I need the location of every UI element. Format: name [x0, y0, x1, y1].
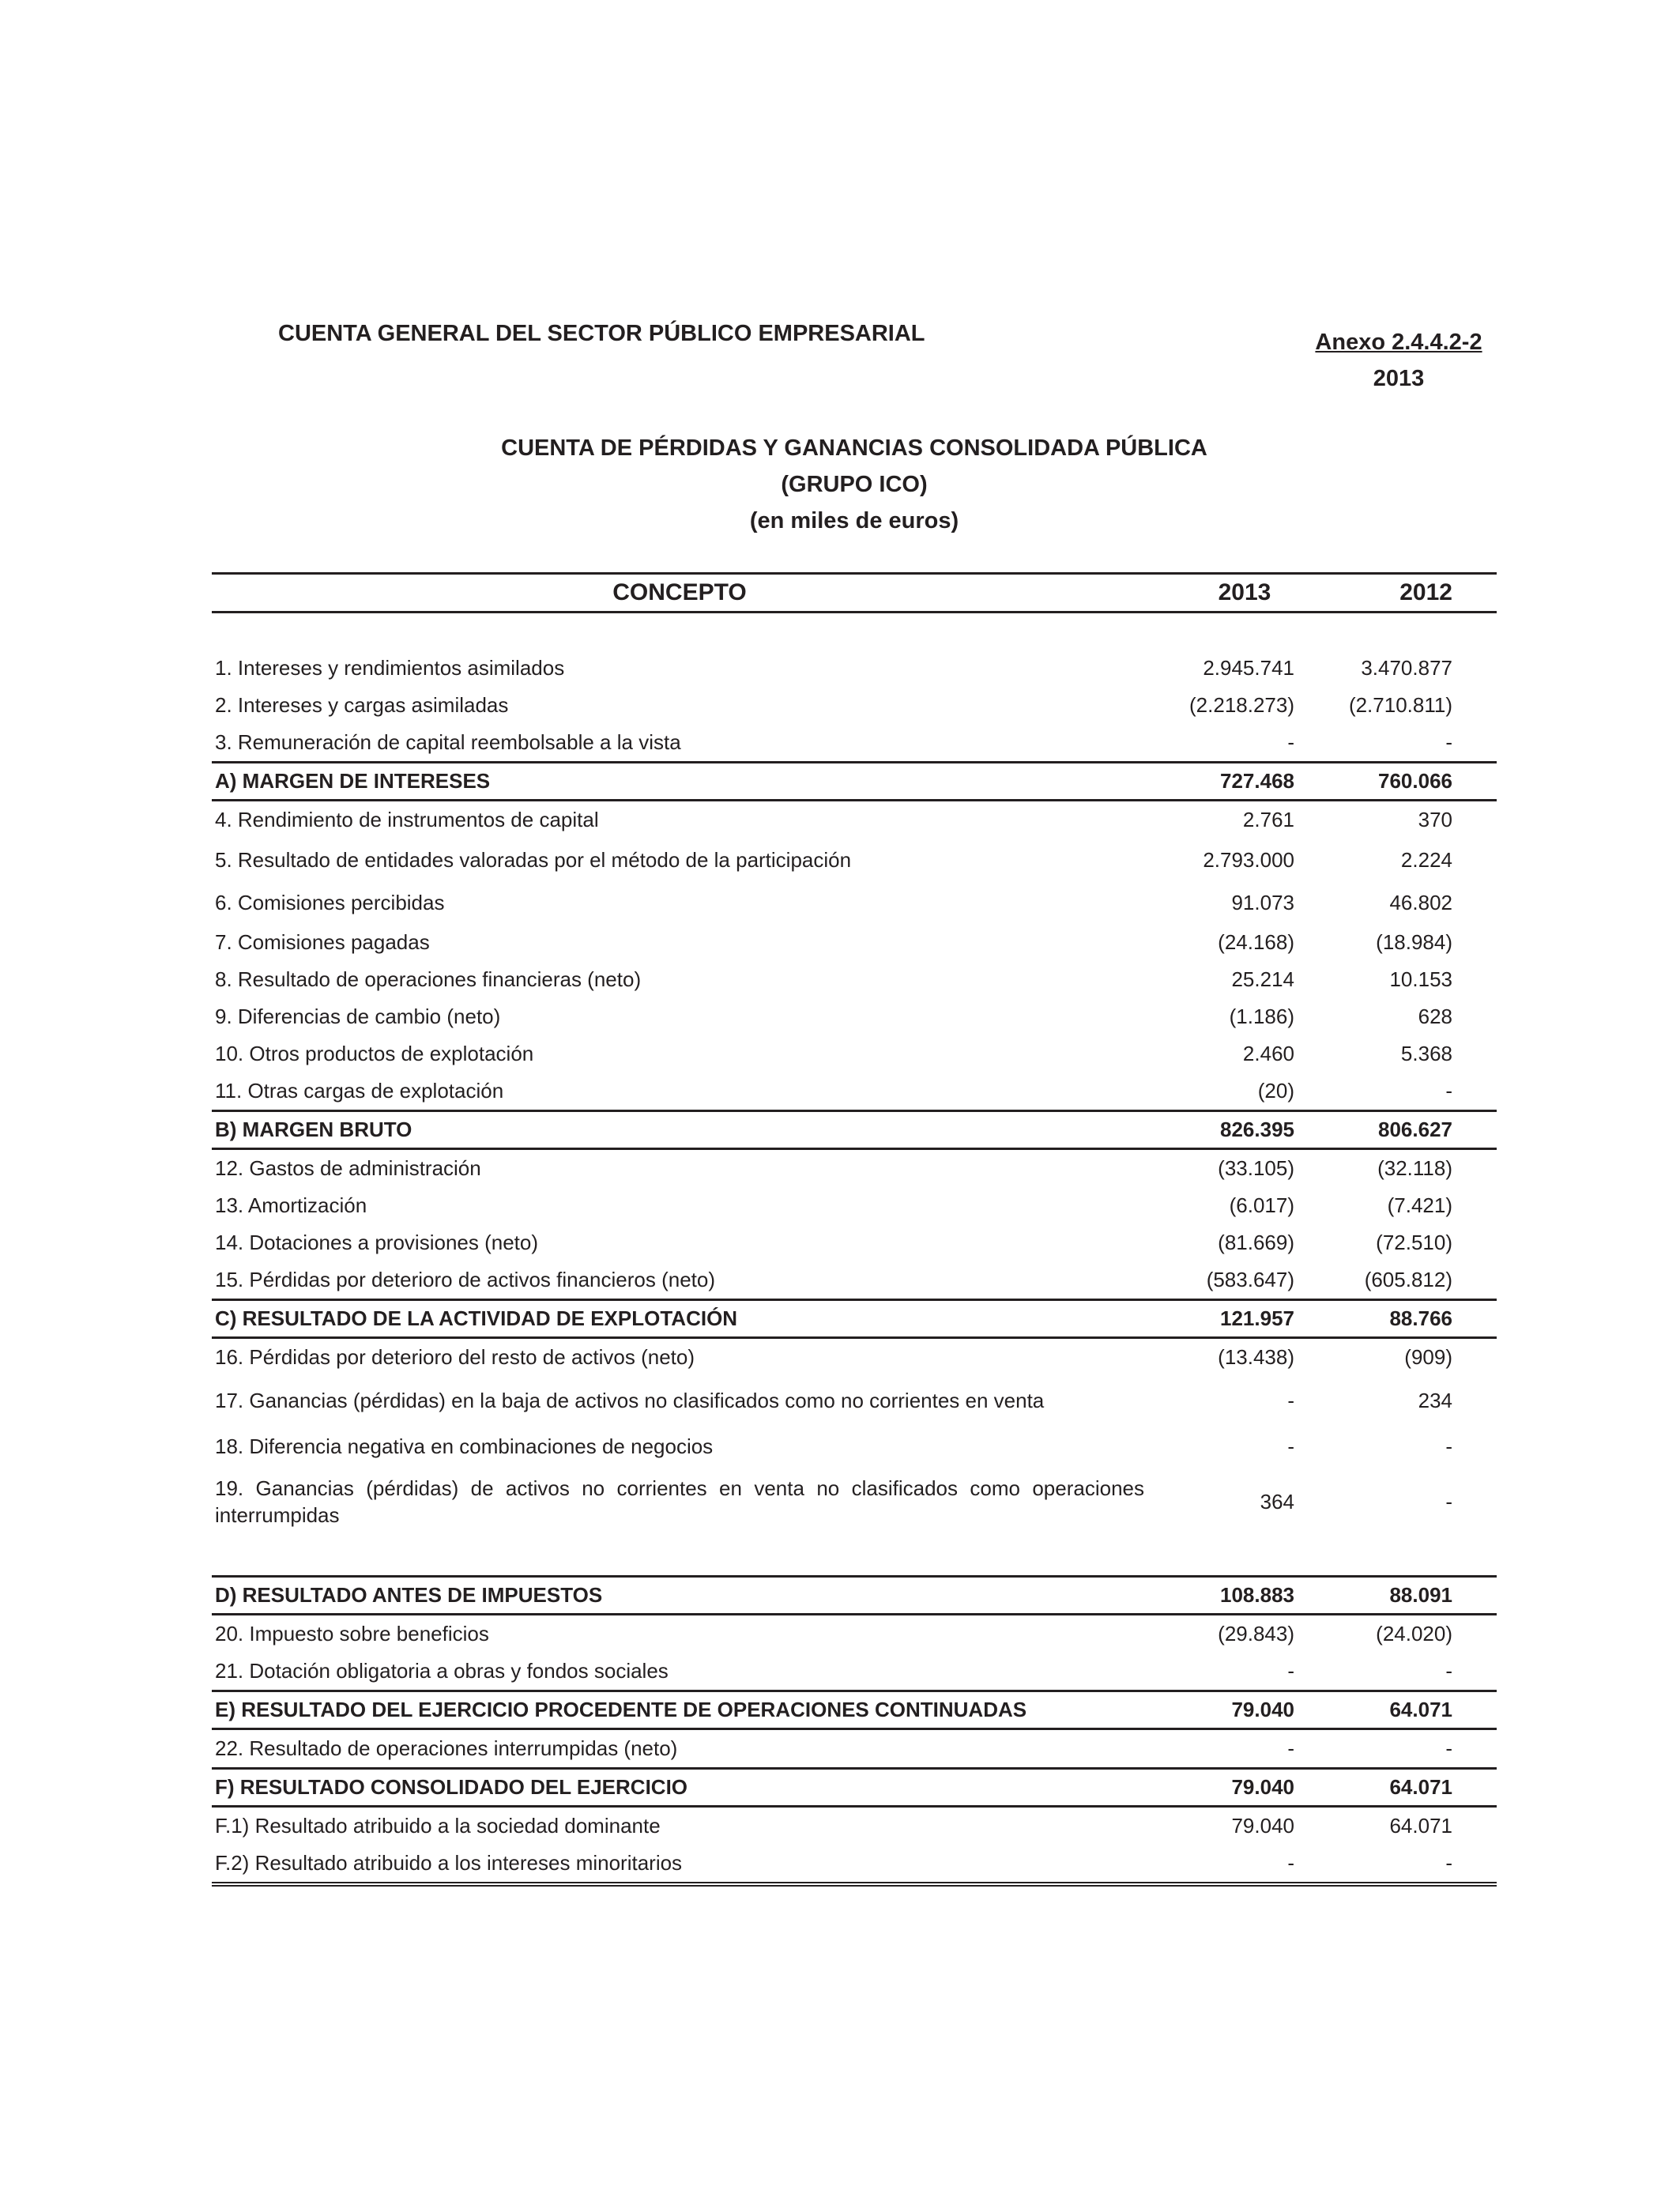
row-value-2012: -: [1445, 1490, 1452, 1514]
row-concept: 11. Otras cargas de explotación: [215, 1079, 504, 1103]
table-row: [212, 998, 1497, 1035]
annex-year: 2013: [1373, 366, 1425, 391]
table-row: [212, 1729, 1497, 1769]
row-value-2013: 826.395: [1147, 1111, 1294, 1149]
subtotal-row: [212, 1769, 1497, 1807]
row-value-2013: 2.460: [1242, 1042, 1294, 1065]
row-concept: 20. Impuesto sobre beneficios: [215, 1622, 489, 1646]
row-value-2012: -: [1294, 1845, 1497, 1884]
row-concept: F.1) Resultado atribuido a la sociedad dominante: [215, 1814, 661, 1838]
table-row: [212, 1224, 1497, 1261]
statement-units: (en miles de euros): [749, 508, 959, 533]
row-concept: 21. Dotación obligatoria a obras y fondos sociales: [215, 1659, 669, 1683]
table-row: [212, 1261, 1497, 1300]
subtotal-row: [212, 1300, 1497, 1338]
row-value-2012: 64.071: [1294, 1691, 1497, 1729]
row-value-2012: (72.510): [1376, 1231, 1452, 1254]
row-value-2013: -: [1287, 1434, 1294, 1458]
table-row: [212, 1468, 1497, 1536]
row-concept: 16. Pérdidas por deterioro del resto de activos (neto): [215, 1345, 695, 1369]
row-concept: A) MARGEN DE INTERESES: [212, 763, 1147, 801]
subtotal-row: [212, 1691, 1497, 1729]
row-concept: 12. Gastos de administración: [215, 1156, 481, 1180]
row-concept: 2. Intereses y cargas asimiladas: [215, 693, 509, 717]
row-value-2013: 364: [1260, 1490, 1294, 1514]
table-row: [212, 1035, 1497, 1072]
row-value-2012: 628: [1418, 1005, 1452, 1028]
row-concept: 14. Dotaciones a provisiones (neto): [215, 1231, 539, 1254]
table-row: [212, 1149, 1497, 1188]
table-row: [212, 1807, 1497, 1845]
row-value-2013: (1.186): [1229, 1005, 1294, 1028]
row-concept: 22. Resultado de operaciones interrumpidas (neto): [215, 1736, 678, 1760]
row-value-2012: 806.627: [1294, 1111, 1497, 1149]
table-row: [212, 1338, 1497, 1377]
subtotal-row: [212, 763, 1497, 801]
statement-titles: [212, 430, 1497, 539]
annex-block: [1264, 324, 1533, 397]
row-value-2013: (33.105): [1218, 1156, 1294, 1180]
row-concept: 7. Comisiones pagadas: [215, 930, 430, 954]
document-header-title: CUENTA GENERAL DEL SECTOR PÚBLICO EMPRESARIAL: [278, 321, 925, 346]
row-value-2013: 25.214: [1231, 967, 1294, 991]
table-spacer: [212, 613, 1497, 650]
statement-subtitle: (GRUPO ICO): [781, 472, 928, 497]
table-row: [212, 839, 1497, 881]
row-value-2012: 64.071: [1294, 1769, 1497, 1807]
row-value-2012: 10.153: [1389, 967, 1452, 991]
row-value-2012: (605.812): [1364, 1268, 1452, 1291]
row-concept: 17. Ganancias (pérdidas) en la baja de activos no clasificados como no corrientes en venta: [215, 1388, 1045, 1412]
row-concept: 15. Pérdidas por deterioro de activos financieros (neto): [215, 1268, 716, 1291]
row-concept: 3. Remuneración de capital reembolsable a la vista: [215, 730, 681, 754]
row-value-2012: (7.421): [1387, 1193, 1452, 1217]
row-value-2013: (24.168): [1218, 930, 1294, 954]
table-row: [212, 961, 1497, 998]
table-row: [212, 687, 1497, 724]
income-statement-table: [212, 572, 1497, 1887]
table-row: [212, 1376, 1497, 1425]
table-row: [212, 1615, 1497, 1653]
column-header-2013: 2013: [1147, 574, 1294, 613]
statement-title: CUENTA DE PÉRDIDAS Y GANANCIAS CONSOLIDADA PÚBLICA: [501, 435, 1207, 461]
row-value-2013: 108.883: [1147, 1577, 1294, 1615]
row-value-2012: 3.470.877: [1361, 656, 1452, 680]
row-concept: 18. Diferencia negativa en combinaciones de negocios: [215, 1434, 714, 1458]
row-value-2013: (6.017): [1229, 1193, 1294, 1217]
column-header-concept: CONCEPTO: [212, 574, 1147, 613]
subtotal-row: [212, 1577, 1497, 1615]
row-value-2013: -: [1147, 1845, 1294, 1884]
row-concept: 13. Amortización: [215, 1193, 367, 1217]
row-value-2013: -: [1287, 1736, 1294, 1760]
row-concept: F) RESULTADO CONSOLIDADO DEL EJERCICIO: [212, 1769, 1147, 1807]
row-value-2012: -: [1445, 730, 1452, 754]
row-value-2012: -: [1445, 1434, 1452, 1458]
row-value-2013: (13.438): [1218, 1345, 1294, 1369]
row-concept: D) RESULTADO ANTES DE IMPUESTOS: [212, 1577, 1147, 1615]
row-value-2013: -: [1287, 1388, 1294, 1412]
row-concept: 1. Intereses y rendimientos asimilados: [215, 656, 565, 680]
table-row: [212, 1653, 1497, 1691]
row-value-2013: 79.040: [1231, 1814, 1294, 1838]
table-row: [212, 1187, 1497, 1224]
row-concept: 8. Resultado de operaciones financieras (neto): [215, 967, 642, 991]
table-row: [212, 1845, 1497, 1884]
row-value-2013: 2.793.000: [1203, 847, 1294, 872]
row-value-2012: 2.224: [1400, 847, 1452, 872]
row-concept: 9. Diferencias de cambio (neto): [215, 1005, 501, 1028]
row-value-2012: -: [1445, 1736, 1452, 1760]
row-value-2012: 370: [1418, 808, 1452, 831]
annex-label: Anexo 2.4.4.2-2: [1315, 330, 1482, 355]
row-value-2012: (18.984): [1376, 930, 1452, 954]
row-value-2013: 79.040: [1147, 1769, 1294, 1807]
table-header-row: [212, 574, 1497, 613]
row-value-2013: 2.945.741: [1203, 656, 1294, 680]
row-concept: B) MARGEN BRUTO: [212, 1111, 1147, 1149]
row-concept: C) RESULTADO DE LA ACTIVIDAD DE EXPLOTACIÓN: [212, 1300, 1147, 1338]
row-value-2013: -: [1287, 1659, 1294, 1683]
row-value-2013: 121.957: [1147, 1300, 1294, 1338]
row-value-2012: (909): [1404, 1345, 1452, 1369]
row-value-2013: 91.073: [1231, 890, 1294, 914]
row-value-2012: 64.071: [1389, 1814, 1452, 1838]
row-concept: 10. Otros productos de explotación: [215, 1042, 534, 1065]
table-row: [212, 924, 1497, 961]
row-value-2013: (583.647): [1206, 1268, 1294, 1291]
row-value-2012: 46.802: [1389, 890, 1452, 914]
table-spacer: [212, 1536, 1497, 1577]
table-row: [212, 801, 1497, 839]
row-value-2013: 79.040: [1147, 1691, 1294, 1729]
row-concept: F.2) Resultado atribuido a los intereses minoritarios: [212, 1845, 1147, 1884]
row-value-2013: 727.468: [1147, 763, 1294, 801]
table-row: [212, 650, 1497, 687]
row-concept: E) RESULTADO DEL EJERCICIO PROCEDENTE DE OPERACIONES CONTINUADAS: [212, 1691, 1147, 1729]
row-concept: 19. Ganancias (pérdidas) de activos no corrientes en venta no clasificados como operaciones interrumpidas: [215, 1476, 1144, 1527]
row-concept: 4. Rendimiento de instrumentos de capital: [215, 808, 599, 831]
row-value-2012: 760.066: [1294, 763, 1497, 801]
row-value-2012: 234: [1418, 1388, 1452, 1412]
row-value-2012: -: [1445, 1079, 1452, 1103]
column-header-2012: 2012: [1294, 574, 1497, 613]
row-value-2012: 5.368: [1400, 1042, 1452, 1065]
subtotal-row: [212, 1111, 1497, 1149]
row-concept: 5. Resultado de entidades valoradas por el método de la participación: [215, 847, 852, 872]
row-value-2012: 88.091: [1294, 1577, 1497, 1615]
table-row: [212, 724, 1497, 763]
row-value-2013: (81.669): [1218, 1231, 1294, 1254]
row-value-2013: (29.843): [1218, 1622, 1294, 1646]
row-value-2013: 2.761: [1242, 808, 1294, 831]
row-value-2012: (24.020): [1376, 1622, 1452, 1646]
table-row: [212, 1072, 1497, 1111]
row-value-2012: (2.710.811): [1348, 693, 1452, 717]
row-value-2012: 88.766: [1294, 1300, 1497, 1338]
row-concept: 6. Comisiones percibidas: [215, 890, 445, 914]
row-value-2013: (20): [1257, 1079, 1294, 1103]
row-value-2012: (32.118): [1377, 1156, 1452, 1180]
row-value-2012: -: [1445, 1659, 1452, 1683]
row-value-2013: -: [1287, 730, 1294, 754]
row-value-2013: (2.218.273): [1189, 693, 1294, 717]
table-row: [212, 1425, 1497, 1468]
table-row: [212, 881, 1497, 924]
